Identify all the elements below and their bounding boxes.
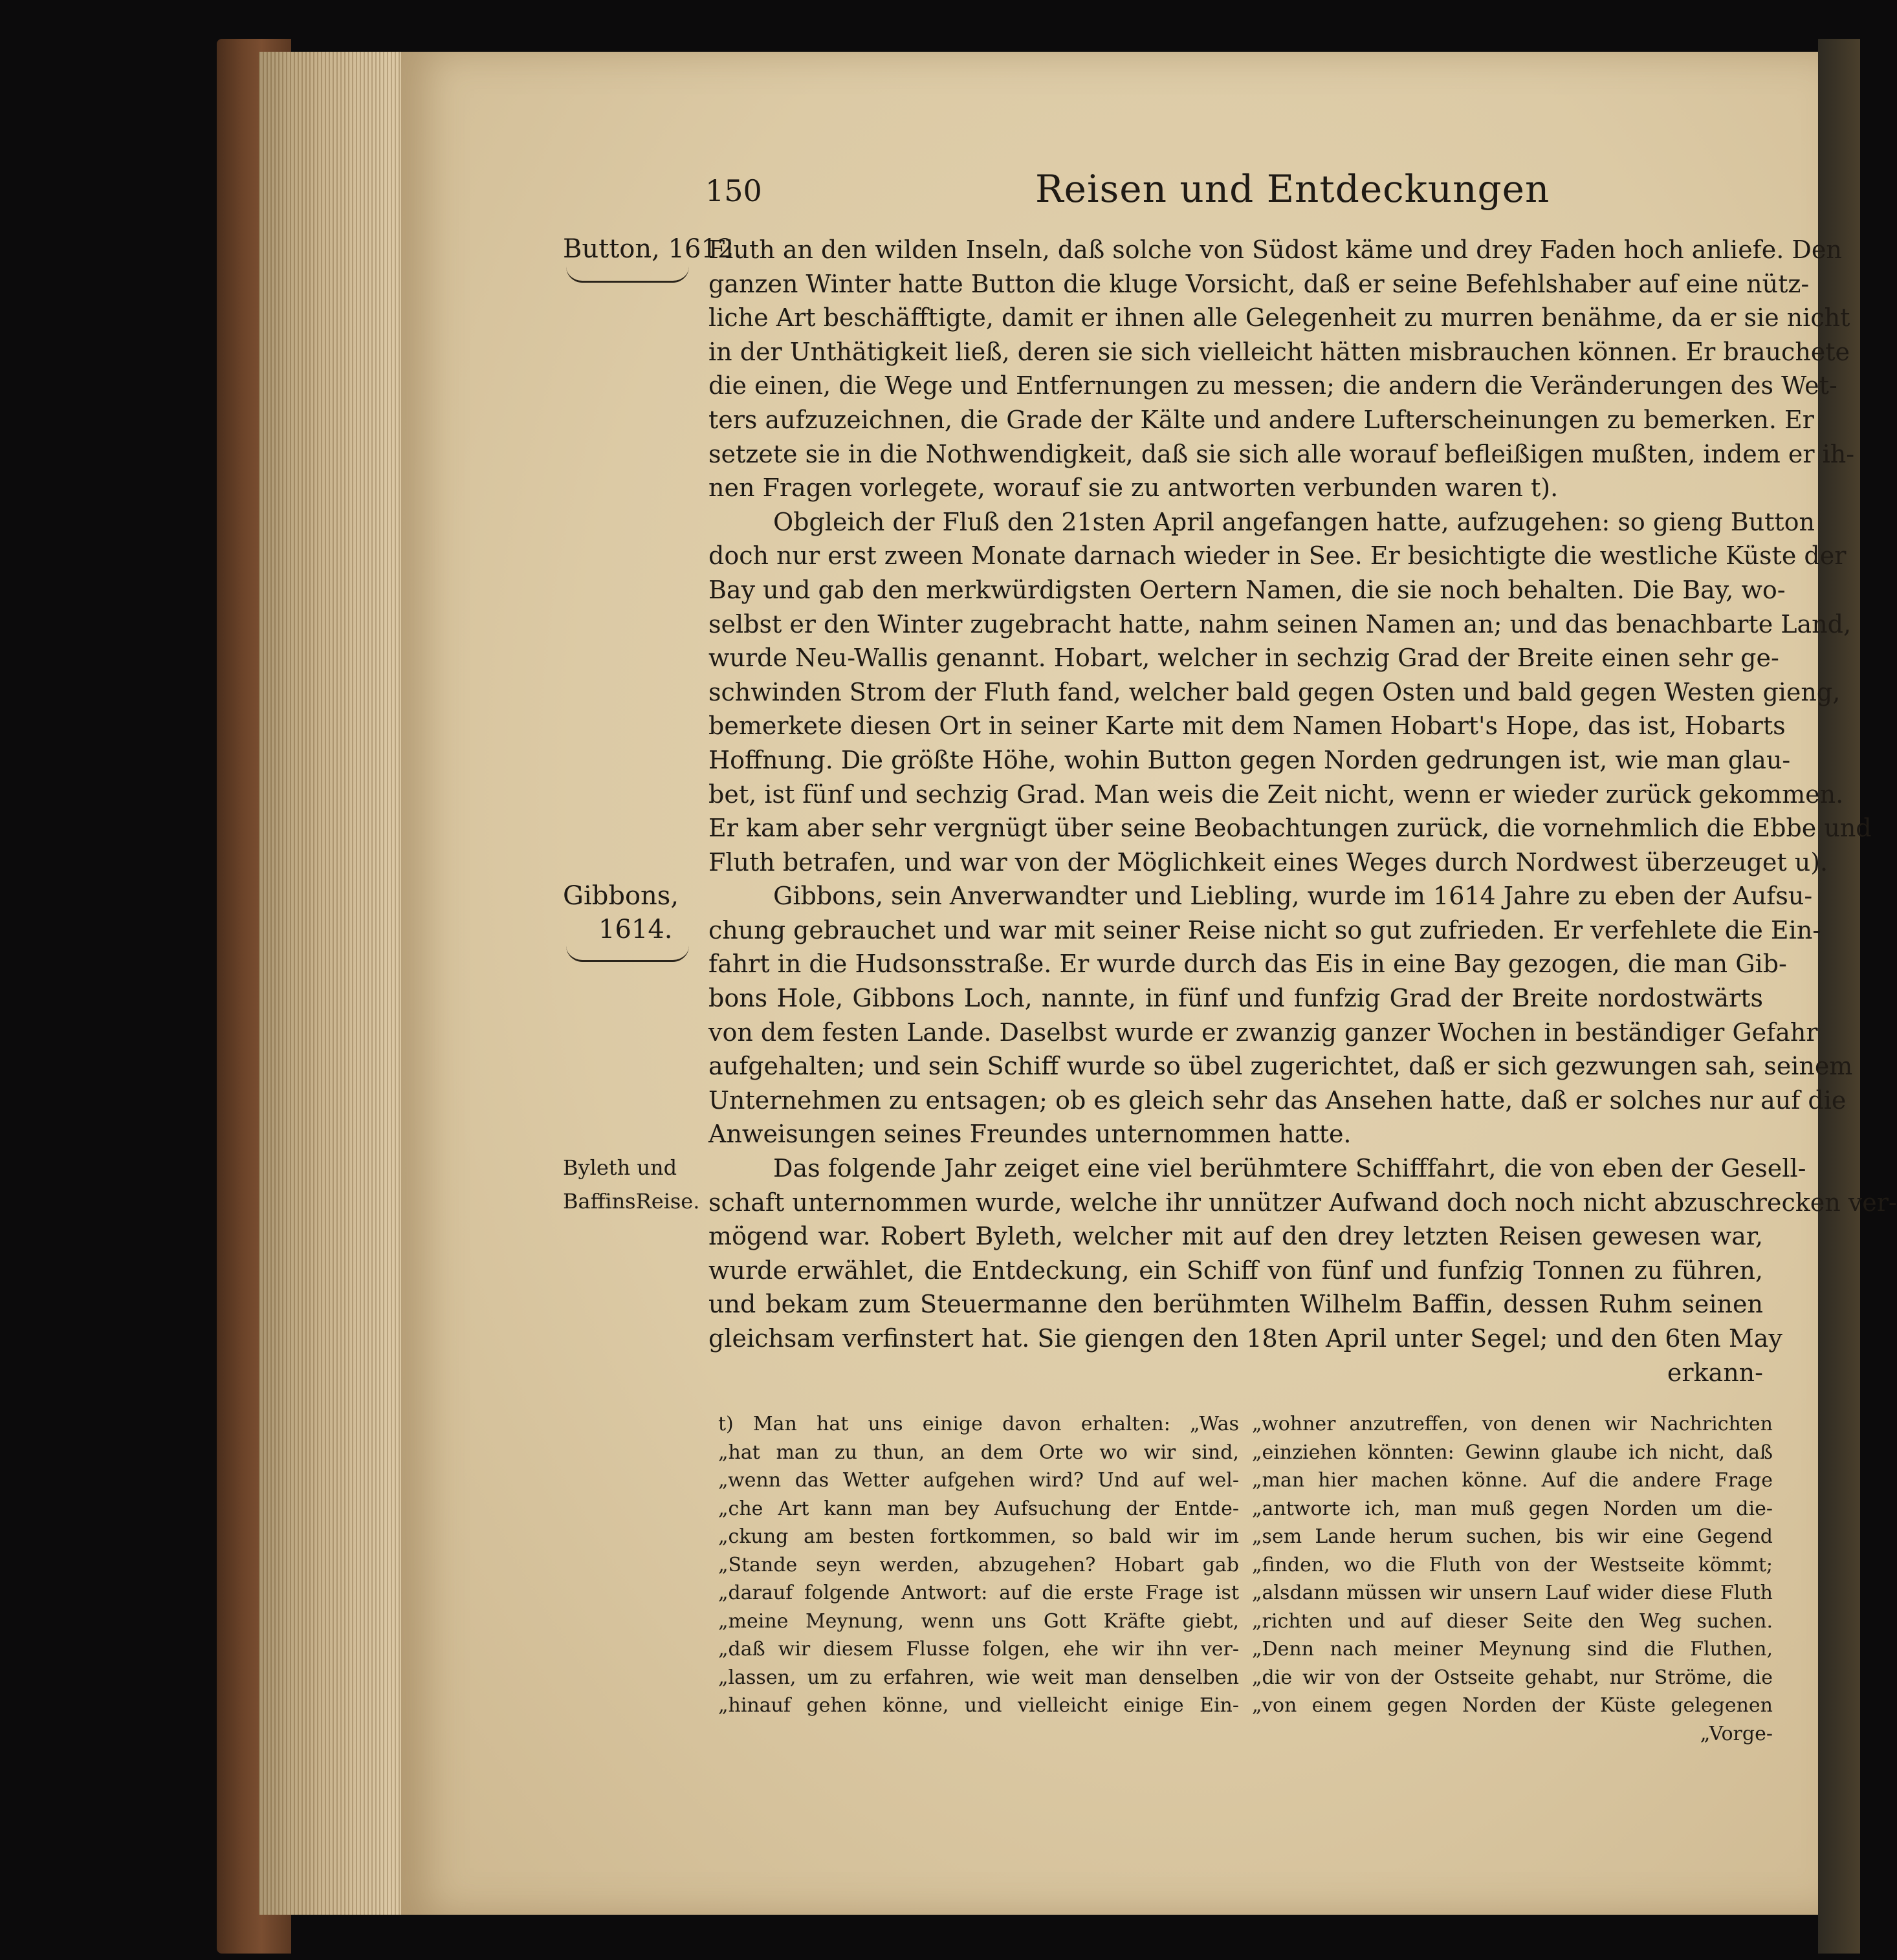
main-text xyxy=(708,233,1897,1389)
footnote-line: „sem Lande herum suchen, bis wir eine Gegend xyxy=(1252,1525,1773,1548)
text-line: setzete sie in die Nothwendigkeit, daß sie sich alle worauf befleißigen mußten, indem er ih- xyxy=(708,439,1855,468)
footnote-line: „alsdann müssen wir unsern Lauf wider diese Fluth xyxy=(1252,1582,1773,1604)
footnote-line: „wohner anzutreffen, von denen wir Nachrichten xyxy=(1252,1413,1773,1435)
running-head: Reisen und Entdeckungen xyxy=(1035,167,1550,211)
footnote-line: „meine Meynung, wenn uns Gott Kräfte giebt, xyxy=(718,1609,1239,1633)
text-line: schwinden Strom der Fluth fand, welcher bald gegen Osten und bald gegen Westen gieng, xyxy=(708,677,1841,706)
text-line: bet, ist fünf und sechzig Grad. Man weis die Zeit nicht, wenn er wieder zurück gekommen. xyxy=(708,779,1844,809)
text-line: Obgleich der Fluß den 21sten April angefangen hatte, aufzugehen: so gieng Button xyxy=(773,507,1815,536)
margin-brace xyxy=(566,946,689,962)
text-line: von dem festen Lande. Daselbst wurde er zwanzig ganzer Wochen in beständiger Gefahr xyxy=(708,1018,1818,1047)
text-line: nen Fragen vorlegete, worauf sie zu antworten verbunden waren t). xyxy=(708,474,1559,503)
footnote-line: „antworte ich, man muß gegen Norden um die- xyxy=(1252,1497,1773,1520)
text-line: wurde Neu-Wallis genannt. Hobart, welcher in sechzig Grad der Breite einen sehr ge- xyxy=(708,644,1779,673)
footnote-line: „Denn nach meiner Meynung sind die Fluthen, xyxy=(1252,1638,1773,1661)
margin-note-gibbons: Gibbons, xyxy=(563,881,679,911)
footnote-line: t) Man hat uns einige davon erhalten: „Was xyxy=(718,1413,1239,1435)
margin-note-button: Button, 1612. xyxy=(563,234,743,264)
text-line: die einen, die Wege und Entfernungen zu messen; die andern die Veränderungen des Wet- xyxy=(708,371,1837,400)
footnote-column-right xyxy=(1252,1410,1773,1748)
catchword: erkann- xyxy=(1667,1358,1763,1387)
text-line: Fluth an den wilden Inseln, daß solche von Südost käme und drey Faden hoch anliefe. Den xyxy=(708,235,1842,264)
margin-note-byleth-2: BaffinsReise. xyxy=(563,1189,700,1214)
footnote-line: „darauf folgende Antwort: auf die erste Frage ist xyxy=(718,1582,1239,1604)
text-line: schaft unternommen wurde, welche ihr unnützer Aufwand doch noch nicht abzuschrecken ver- xyxy=(708,1188,1897,1217)
footnote-line: „richten und auf dieser Seite den Weg suchen. xyxy=(1252,1609,1773,1633)
text-line: Fluth betrafen, und war von der Möglichkeit eines Weges durch Nordwest überzeuget u). xyxy=(708,847,1828,877)
text-line: liche Art beschäfftigte, damit er ihnen alle Gelegenheit zu murren benähme, da er sie nicht xyxy=(708,303,1850,332)
margin-note-gibbons-year: 1614. xyxy=(598,915,673,944)
text-line: Das folgende Jahr zeiget eine viel berühmtere Schifffahrt, die von eben der Gesell- xyxy=(773,1154,1806,1183)
footnote-line: „finden, wo die Fluth von der Westseite kömmt; xyxy=(1252,1553,1773,1576)
text-line: Er kam aber sehr vergnügt über seine Beobachtungen zurück, die vornehmlich die Ebbe und xyxy=(708,814,1872,843)
text-line: chung gebrauchet und war mit seiner Reise nicht so gut zufrieden. Er verfehlete die Ein- xyxy=(708,915,1821,944)
footnote-line: „man hier machen könne. Auf die andere Frage xyxy=(1252,1469,1773,1492)
footnote-line: „daß wir diesem Flusse folgen, ehe wir ihn ver- xyxy=(718,1638,1239,1661)
text-line: Anweisungen seines Freundes unternommen hatte. xyxy=(708,1120,1352,1149)
text-line: Hoffnung. Die größte Höhe, wohin Button gegen Norden gedrungen ist, wie man glau- xyxy=(708,745,1791,774)
text-line: selbst er den Winter zugebracht hatte, nahm seinen Namen an; und das benachbarte Land, xyxy=(708,609,1852,638)
footnote-line: „che Art kann man bey Aufsuchung der Entde- xyxy=(718,1497,1239,1520)
footnote-line: „Stande seyn werden, abzugehen? Hobart gab xyxy=(718,1553,1239,1576)
footnote-line: „hat man zu thun, an dem Orte wo wir sind, xyxy=(718,1441,1239,1464)
text-line: bemerkete diesen Ort in seiner Karte mit dem Namen Hobart's Hope, das ist, Hobarts xyxy=(708,712,1786,741)
footnote-line: „die wir von der Ostseite gehabt, nur Ströme, die xyxy=(1252,1666,1773,1689)
footnote-catchword: „Vorge- xyxy=(1700,1722,1773,1745)
footnote-line: „ckung am besten fortkommen, so bald wir im xyxy=(718,1525,1239,1548)
margin-note-byleth: Byleth und xyxy=(563,1155,677,1180)
text-line: Unternehmen zu entsagen; ob es gleich sehr das Ansehen hatte, daß er solches nur auf die xyxy=(708,1085,1847,1115)
margin-brace xyxy=(566,267,689,283)
text-line: ganzen Winter hatte Button die kluge Vorsicht, daß er seine Befehlshaber auf eine nütz- xyxy=(708,269,1810,298)
text-line: in der Unthätigkeit ließ, deren sie sich vielleicht hätten misbrauchen können. Er brauchete xyxy=(708,337,1850,366)
footnote-line: „einziehen könnten: Gewinn glaube ich nicht, daß xyxy=(1252,1441,1773,1464)
text-line: fahrt in die Hudsonsstraße. Er wurde durch das Eis in eine Bay gezogen, die man Gib- xyxy=(708,950,1787,979)
text-line: Bay und gab den merkwürdigsten Oertern Namen, die sie noch behalten. Die Bay, wo- xyxy=(708,575,1786,604)
text-line: bons Hole, Gibbons Loch, nannte, in fünf und funfzig Grad der Breite nordostwärts xyxy=(708,984,1763,1013)
text-line: doch nur erst zween Monate darnach wieder in See. Er besichtigte die westliche Küste der xyxy=(708,541,1847,571)
text-line: und bekam zum Steuermanne den berühmten Wilhelm Baffin, dessen Ruhm seinen xyxy=(708,1290,1763,1319)
footnote-line: „von einem gegen Norden der Küste gelegenen xyxy=(1252,1694,1773,1717)
footnote-line: „hinauf gehen könne, und vielleicht einige Ein- xyxy=(718,1694,1239,1717)
footnote-line: „lassen, um zu erfahren, wie weit man denselben xyxy=(718,1666,1239,1689)
text-line: Gibbons, sein Anverwandter und Liebling, wurde im 1614 Jahre zu eben der Aufsu- xyxy=(773,882,1813,911)
page-number: 150 xyxy=(705,173,762,208)
text-line: mögend war. Robert Byleth, welcher mit auf den drey letzten Reisen gewesen war, xyxy=(708,1222,1763,1251)
footnote-line: „wenn das Wetter aufgehen wird? Und auf wel- xyxy=(718,1469,1239,1492)
footnote-column-left xyxy=(718,1410,1239,1720)
text-line: gleichsam verfinstert hat. Sie giengen den 18ten April unter Segel; und den 6ten May xyxy=(708,1324,1782,1353)
text-line: aufgehalten; und sein Schiff wurde so übel zugerichtet, daß er sich gezwungen sah, seinem xyxy=(708,1052,1853,1081)
text-line: ters aufzuzeichnen, die Grade der Kälte und andere Lufterscheinungen zu bemerken. Er xyxy=(708,405,1814,434)
text-line: wurde erwählet, die Entdeckung, ein Schiff von fünf und funfzig Tonnen zu führen, xyxy=(708,1256,1763,1285)
